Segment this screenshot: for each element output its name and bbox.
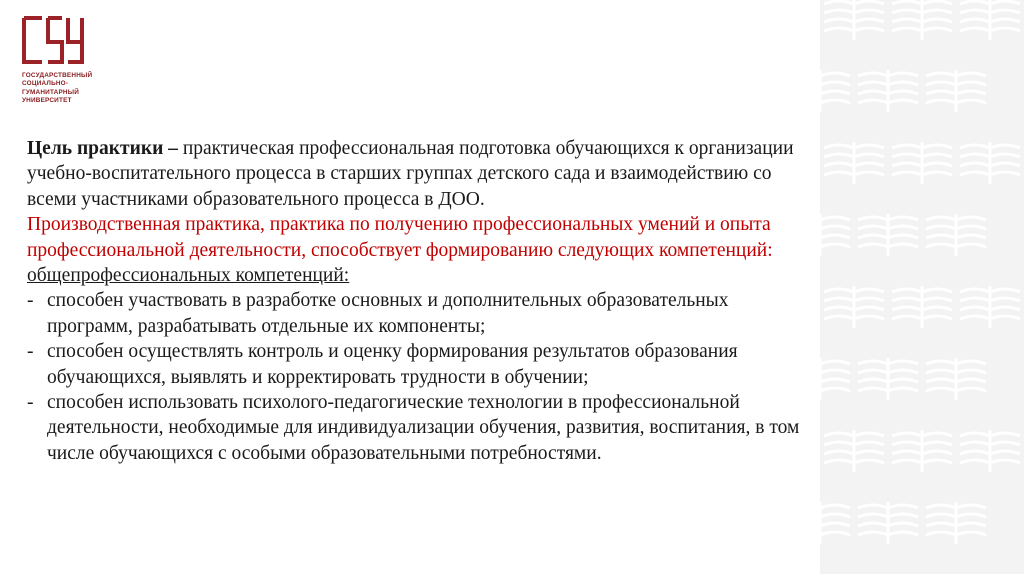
practice-description: Производственная практика, практика по получению профессиональных умений и опыта профессиональной деятельности, способствует формированию следующих компетенций:: [27, 214, 773, 261]
sgu-logo-icon: [22, 14, 88, 66]
list-dash: -: [27, 290, 34, 312]
goal-term: Цель практики –: [27, 138, 178, 159]
slide-content: [27, 136, 817, 466]
list-item-text: способен использовать психолого-педагогические технологии в профессиональной деятельности, необходимые для индивидуализации обучения, развития, воспитания, в том числе обучающихся с особыми образовательными потребностями.: [47, 392, 800, 464]
goal-text: практическая профессиональная подготовка обучающихся к организации учебно-воспитательного процесса в старших группах детского сада и взаимодействию со всеми участниками образовательного процесса в ДОО.: [27, 138, 794, 210]
logo-text: [22, 72, 132, 106]
list-item-text: способен участвовать в разработке основных и дополнительных образовательных программ, разрабатывать отдельные их компоненты;: [47, 290, 729, 337]
list-item: [27, 390, 817, 466]
competencies-subheading: общепрофессиональных компетенций:: [27, 265, 350, 287]
book-pattern-icon: [820, 0, 1024, 574]
list-dash: -: [27, 392, 34, 414]
goal-paragraph: [27, 136, 817, 212]
list-item-text: способен осуществлять контроль и оценку формирования результатов образования обучающихся, выявлять и корректировать трудности в обучении;: [47, 341, 738, 388]
university-logo: [22, 14, 132, 106]
logo-line: ГУМАНИТАРНЫЙ: [22, 88, 79, 96]
logo-line: ГОСУДАРСТВЕННЫЙ: [22, 72, 93, 79]
logo-line: СОЦИАЛЬНО-: [22, 80, 69, 88]
list-item: [27, 288, 817, 339]
logo-line: УНИВЕРСИТЕТ: [22, 97, 72, 105]
list-item: [27, 339, 817, 390]
list-dash: -: [27, 341, 34, 363]
decorative-pattern: [820, 0, 1024, 574]
